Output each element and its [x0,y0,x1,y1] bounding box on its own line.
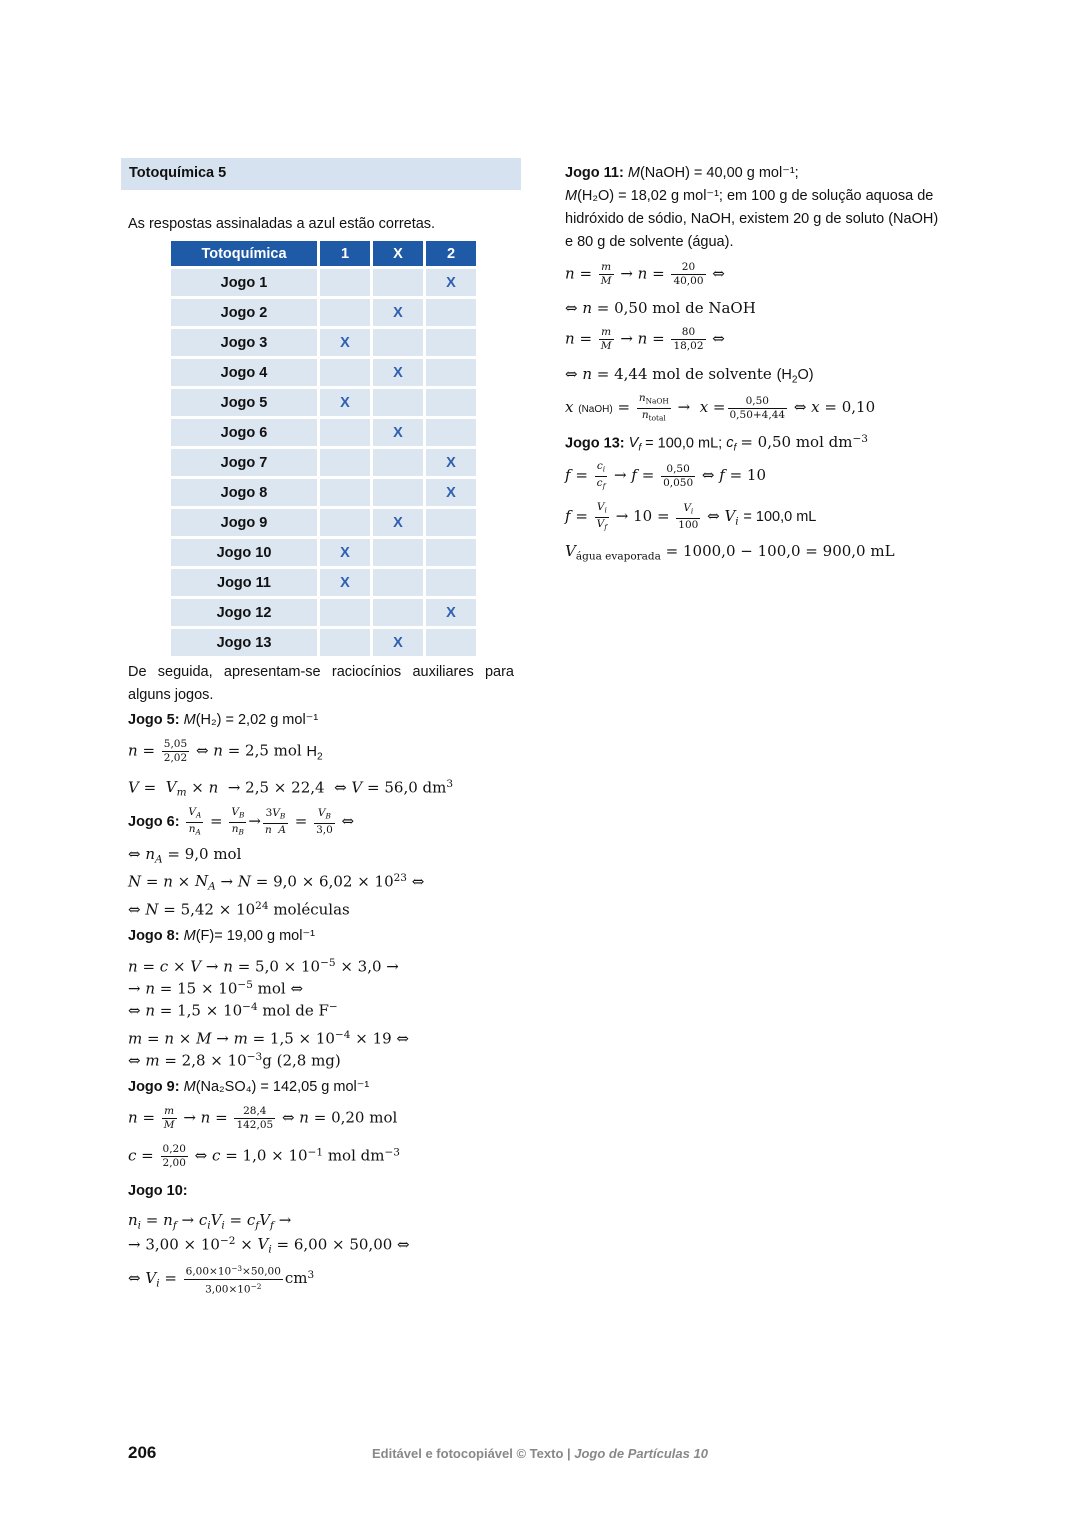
header-1: 1 [320,241,370,266]
jogo8-eq2: → $n = 15 \times 10^{-5}$ mol ⇔ [128,979,304,998]
jogo11-line3: hidróxido de sódio, NaOH, existem 20 g de soluto (NaOH) [565,211,939,227]
col-1-cell [320,509,370,536]
col-2-cell [426,389,476,416]
game-cell: Jogo 7 [171,449,317,476]
table-row [171,539,476,566]
col-x-cell: X [373,419,423,446]
footer-credit: Editável e fotocopiável © Texto | Jogo de Partículas 10 [372,1446,708,1461]
table-row [171,479,476,506]
game-cell: Jogo 4 [171,359,317,386]
table-row [171,449,476,476]
col-x-cell: X [373,359,423,386]
table-row [171,299,476,326]
table-row [171,359,476,386]
jogo11-eq2: ⇔ n = 0,50 mol de NaOH [565,299,756,317]
col-2-cell [426,569,476,596]
col-1-cell [320,299,370,326]
col-1-cell: X [320,539,370,566]
game-cell: Jogo 2 [171,299,317,326]
intro-text: As respostas assinaladas a azul estão corretas. [128,216,436,232]
col-2-cell [426,299,476,326]
aux-intro: De seguida, apresentam-se raciocínios auxiliares para alguns jogos. [128,664,514,703]
jogo6-eq3: $N = n \times N_A \to N = 9,0 \times 6,02 \times 10^{23}$ ⇔ [128,872,425,893]
table-row [171,389,476,416]
game-cell: Jogo 5 [171,389,317,416]
col-x-cell [373,539,423,566]
game-cell: Jogo 6 [171,419,317,446]
jogo13-heading: Jogo 13: $V_f = 100,0$ mL; $c_f = 0,50$ mol $dm^{-3}$ [565,433,868,454]
col-1-cell: X [320,329,370,356]
game-cell: Jogo 11 [171,569,317,596]
section-title: Totoquímica 5 [129,165,227,181]
col-2-cell: X [426,269,476,296]
col-1-cell [320,419,370,446]
table-header-row [171,241,476,266]
col-1-cell [320,629,370,656]
col-x-cell [373,569,423,596]
header-x: X [373,241,423,266]
jogo10-eq2: → $3,00 \times 10^{-2} \times V_i = 6,00 \times 50,00$ ⇔ [128,1235,410,1256]
col-x-cell [373,269,423,296]
col-x-cell [373,329,423,356]
col-2-cell [426,509,476,536]
col-x-cell [373,479,423,506]
game-cell: Jogo 8 [171,479,317,506]
table-row [171,569,476,596]
jogo11-eq5: x (NaOH) = $\frac{n_{NaOH}}{n_{total}}$ → x = $\frac{0,50}{0,50+4,44}$ ⇔ x = 0,10 [565,392,876,423]
table-row [171,329,476,356]
col-2-cell [426,629,476,656]
jogo9-eq1: n = $\frac{m}{M}$ → n = $\frac{28,4}{142,05}$ ⇔ n = 0,20 mol [128,1105,398,1131]
col-1-cell [320,359,370,386]
jogo11-eq4: ⇔ n = 4,44 mol de solvente $(H_2O)$ [565,365,814,386]
header-2: 2 [426,241,476,266]
jogo11-line4: e 80 g de solvente (água). [565,234,734,250]
col-2-cell [426,359,476,386]
col-1-cell [320,599,370,626]
jogo10-eq3: ⇔ $V_i$ = $\frac{6,00\times 10^{-3}\times 50,00}{3,00\times 10^{-2}}$ $cm^3$ [128,1264,315,1296]
col-2-cell [426,329,476,356]
col-1-cell [320,449,370,476]
table-row [171,509,476,536]
jogo8-eq4: $m = n \times M \to m = 1,5 \times 10^{-4} \times 19$ ⇔ [128,1029,409,1048]
jogo10-heading: Jogo 10: [128,1183,188,1199]
jogo8-eq1: $n = c \times V \to n = 5,0 \times 10^{-5} \times 3,0$ → [128,957,399,976]
col-2-cell [426,539,476,566]
jogo8-eq5: ⇔ $m = 2,8 \times 10^{-3}g$ (2,8 mg) [128,1051,341,1070]
section-header [121,158,521,190]
col-1-cell [320,479,370,506]
col-x-cell: X [373,629,423,656]
col-2-cell: X [426,479,476,506]
col-2-cell: X [426,449,476,476]
game-cell: Jogo 3 [171,329,317,356]
game-cell: Jogo 10 [171,539,317,566]
jogo13-eq3: $V_{água evaporada} = 1000,0 - 100,0 = 900,0$ mL [565,542,895,563]
game-cell: Jogo 9 [171,509,317,536]
col-2-cell: X [426,599,476,626]
jogo8-heading: Jogo 8: M(F)= 19,00 g mol⁻¹ [128,928,315,944]
game-cell: Jogo 12 [171,599,317,626]
jogo5-heading: Jogo 5: M(H₂) = 2,02 g mol⁻¹ [128,712,319,728]
jogo9-heading: Jogo 9: M(Na₂SO₄) = 142,05 g mol⁻¹ [128,1079,370,1095]
jogo8-eq3: ⇔ $n = 1,5 \times 10^{-4}$ mol de F− [128,1001,338,1020]
table-row [171,599,476,626]
jogo11-heading: Jogo 11: M(NaOH) = 40,00 g mol⁻¹; [565,165,799,181]
jogo11-eq3: n = $\frac{m}{M}$ → n = $\frac{80}{18,02}$ ⇔ [565,326,725,352]
jogo10-eq1: $n_i = n_f \to c_iV_i = c_fV_f$ → [128,1211,292,1232]
col-x-cell: X [373,509,423,536]
page-number: 206 [128,1443,157,1462]
jogo13-eq1: f = $\frac{c_i}{c_f}$ → f = $\frac{0,50}{0,050}$ ⇔ f = 10 [565,460,766,491]
game-cell: Jogo 1 [171,269,317,296]
header-game: Totoquímica [171,241,317,266]
col-x-cell [373,389,423,416]
jogo5-eq2: $V = V_m \times n \to 2,5 \times 22,4$ ⇔ V = 56,0 $dm^3$ [128,778,454,799]
answers-table [168,238,479,659]
table-row [171,629,476,656]
col-x-cell [373,599,423,626]
col-x-cell: X [373,299,423,326]
jogo5-eq1: n = $\frac{5,05}{2,02}$ ⇔ n = 2,5 mol $H_2$ [128,738,323,764]
col-x-cell [373,449,423,476]
jogo6-eq2: ⇔ $n_A = 9,0$ mol [128,845,242,866]
table-row [171,419,476,446]
jogo9-eq2: c = $\frac{0,20}{2,00}$ ⇔ $c = 1,0 \times 10^{-1}$ mol $dm^{-3}$ [128,1143,400,1169]
game-cell: Jogo 13 [171,629,317,656]
jogo11-line2: M(H₂O) = 18,02 g mol⁻¹; em 100 g de solução aquosa de [565,188,934,204]
jogo6-eq4: ⇔ $N = 5,42 \times 10^{24}$ moléculas [128,900,350,919]
col-1-cell: X [320,389,370,416]
jogo6-eq1: Jogo 6: $\frac{V_A}{n_A}$ = $\frac{V_B}{n_B}$ → $\frac{3V_B}{\text{n A}}$ = $\frac{V_B}{3,0}$ ⇔ [128,806,355,837]
jogo13-eq2: f = $\frac{V_i}{V_f}$ → 10 = $\frac{V_i}{100}$ ⇔ $V_i = 100,0$ mL [565,501,817,532]
col-2-cell [426,419,476,446]
col-1-cell [320,269,370,296]
col-1-cell: X [320,569,370,596]
jogo11-eq1: n = $\frac{m}{M}$ → n = $\frac{20}{40,00}$ ⇔ [565,261,725,287]
table-row [171,269,476,296]
